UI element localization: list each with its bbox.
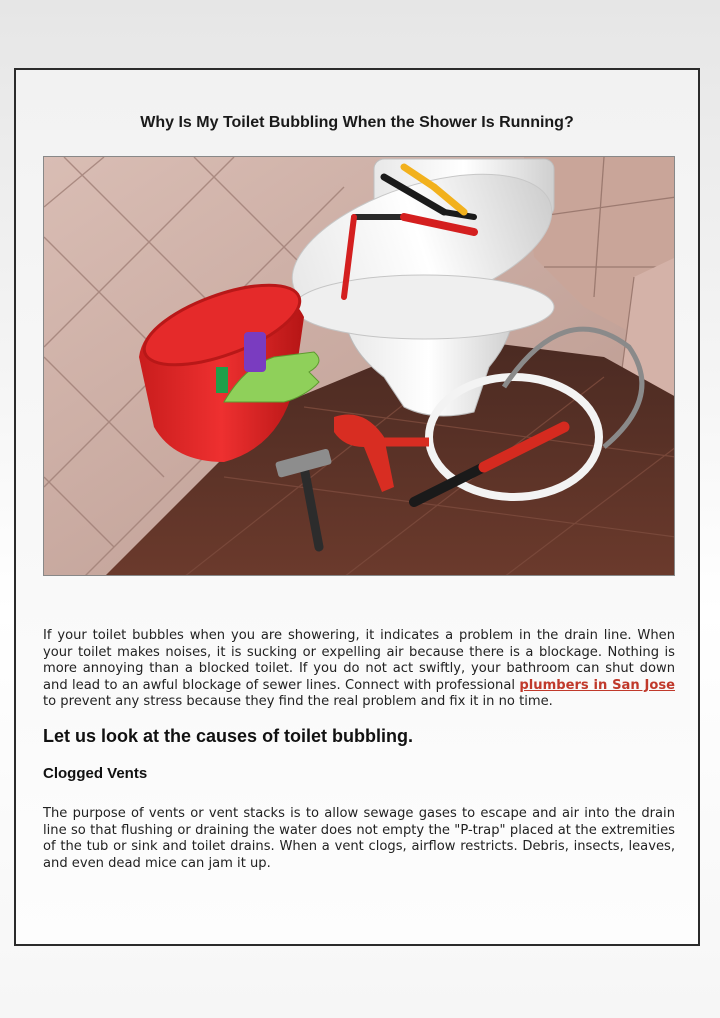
section-heading-clogged-vents: Clogged Vents (43, 764, 148, 782)
intro-paragraph (43, 628, 675, 711)
intro-text-before-link: If your toilet bubbles when you are showering, it indicates a problem in the drain line. When your toilet makes noises, it is sucking or expelling air because there is a blockage. Nothing is more annoying than a blocked toilet. If you do not act swiftly, your bathroom can shut down and lead to an awful blockage of sewer lines. Connect with professional (43, 628, 675, 693)
intro-text-after-link: to prevent any stress because they find the real problem and fix it in no time. (43, 694, 553, 710)
causes-heading: Let us look at the causes of toilet bubbling. (43, 725, 414, 746)
photo-illustration (44, 157, 675, 576)
clogged-vents-paragraph: The purpose of vents or vent stacks is to allow sewage gases to escape and air into the drain line so that flushing or draining the water does not empty the "P-trap" placed at the extremities of the tub or sink and toilet drains. When a vent clogs, airflow restricts. Debris, insects, leaves, and even dead mice can jam it up. (43, 805, 675, 871)
page-title: Why Is My Toilet Bubbling When the Shower Is Running? (140, 114, 574, 131)
page-frame (14, 68, 700, 946)
plumbers-link[interactable]: plumbers in San Jose (519, 677, 675, 693)
bathroom-toilet-tools-photo (43, 156, 675, 576)
article-body (43, 628, 675, 872)
